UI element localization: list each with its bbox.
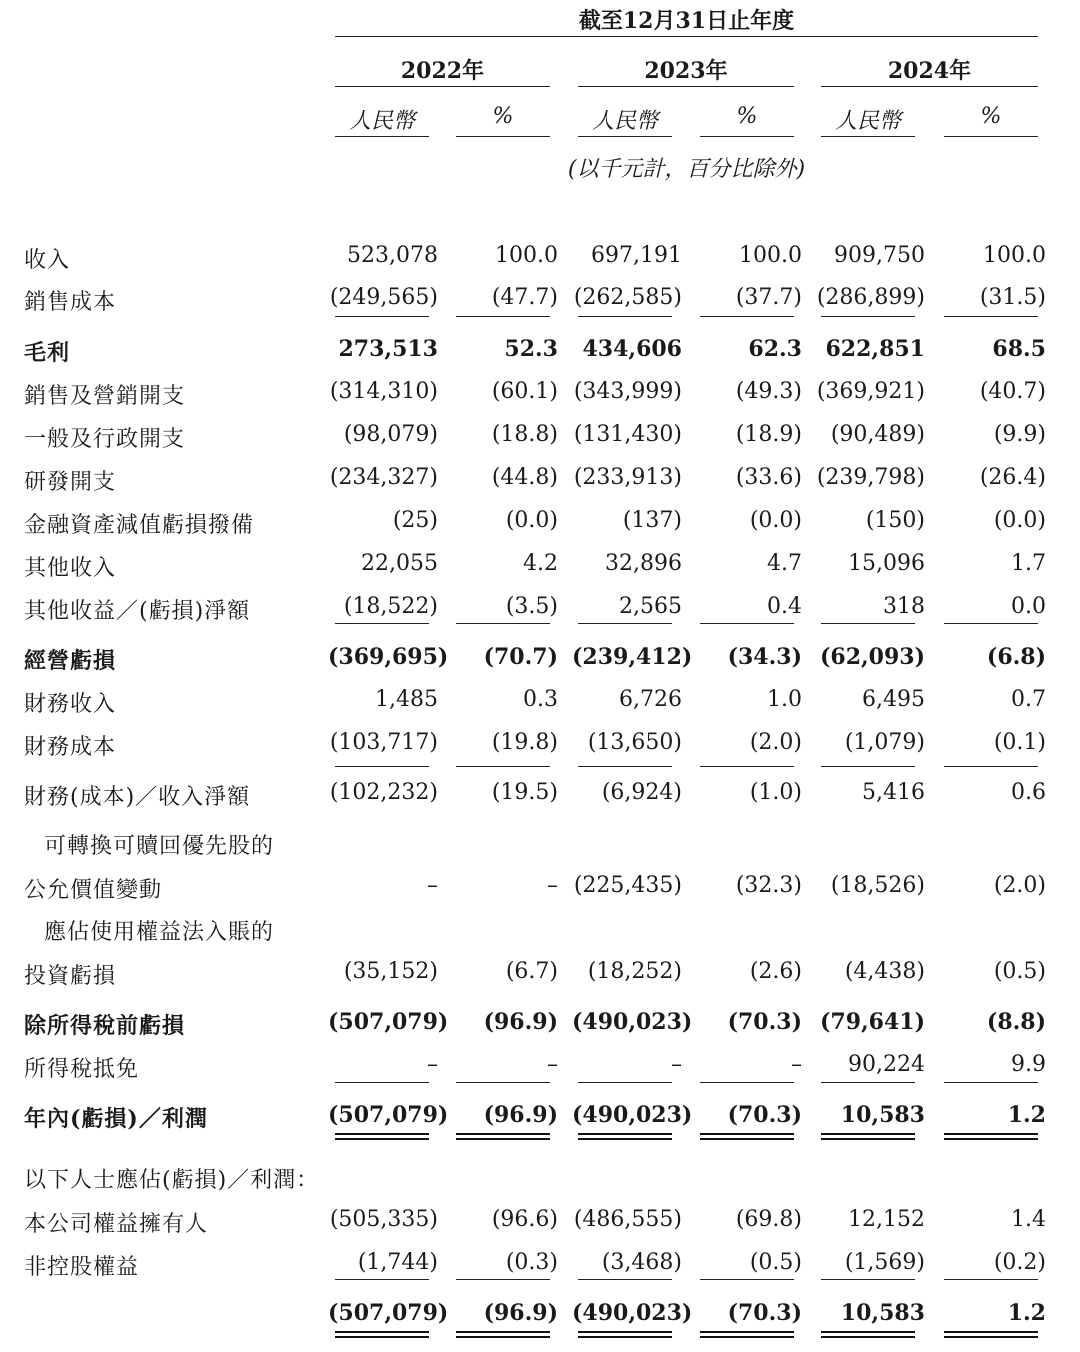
cell-2022-amount: (507,079) xyxy=(328,1300,449,1326)
cell-2024-percent: (40.7) xyxy=(979,379,1046,404)
period-heading: 截至12月31日止年度 xyxy=(578,8,795,34)
cell-2022-percent: (44.8) xyxy=(491,465,558,490)
total-double-rule xyxy=(944,1331,1038,1338)
row-label: 年內(虧損)／利潤 xyxy=(24,1106,208,1132)
units-note: (以千元計，百分比除外) xyxy=(567,157,806,182)
subtotal-rule xyxy=(335,1082,429,1083)
cell-2022-percent: – xyxy=(547,1052,558,1077)
cell-2022-amount: (369,695) xyxy=(328,644,449,670)
cell-2024-amount: (150) xyxy=(865,508,925,533)
currency-2022: 人民幣 xyxy=(348,109,415,134)
cell-2022-percent: (47.7) xyxy=(491,285,558,310)
cell-2023-amount: 2,565 xyxy=(619,594,682,619)
subtotal-rule xyxy=(578,1082,672,1083)
year-2022: 2022年 xyxy=(400,58,485,84)
cell-2022-amount: (98,079) xyxy=(343,422,438,447)
subtotal-rule xyxy=(944,1082,1038,1083)
subtotal-rule xyxy=(456,1082,550,1083)
total-double-rule xyxy=(578,1331,672,1338)
cell-2024-amount: 6,495 xyxy=(862,687,925,712)
cell-2024-amount: 10,583 xyxy=(840,1102,925,1128)
cell-2022-amount: (234,327) xyxy=(329,465,438,490)
cell-2024-amount: (286,899) xyxy=(816,285,925,310)
subtotal-rule xyxy=(944,316,1038,317)
cell-2022-percent: (0.3) xyxy=(505,1250,558,1275)
total-double-rule xyxy=(821,1331,915,1338)
cell-2024-percent: (2.0) xyxy=(993,873,1046,898)
cell-2024-percent: 68.5 xyxy=(992,336,1046,362)
period-rule xyxy=(335,36,1038,37)
cell-2022-percent: 0.3 xyxy=(523,687,558,712)
total-double-rule xyxy=(456,1133,550,1140)
cell-2024-percent: (0.1) xyxy=(993,730,1046,755)
subtotal-rule xyxy=(700,766,794,767)
cell-2023-amount: (490,023) xyxy=(572,1009,693,1035)
cell-2022-percent: 4.2 xyxy=(523,551,558,576)
cell-2022-percent: (0.0) xyxy=(505,508,558,533)
row-label: 銷售成本 xyxy=(24,290,117,315)
cell-2022-percent: (19.8) xyxy=(491,730,558,755)
cell-2022-amount: (1,744) xyxy=(357,1250,438,1275)
total-double-rule xyxy=(821,1133,915,1140)
subtotal-rule xyxy=(456,1279,550,1280)
cell-2024-percent: 1.2 xyxy=(1007,1300,1046,1326)
cell-2024-amount: 622,851 xyxy=(825,336,925,362)
subtotal-rule xyxy=(456,623,550,624)
total-double-rule xyxy=(700,1331,794,1338)
cell-2023-percent: (2.6) xyxy=(749,959,802,984)
cell-2024-amount: 10,583 xyxy=(840,1300,925,1326)
cell-2022-amount: (249,565) xyxy=(329,285,438,310)
cell-2022-percent: (96.9) xyxy=(483,1300,558,1326)
row-label: 以下人士應佔(虧損)／利潤： xyxy=(24,1168,320,1193)
cell-2024-percent: 0.0 xyxy=(1011,594,1046,619)
cell-2022-amount: (35,152) xyxy=(343,959,438,984)
cell-2023-amount: (225,435) xyxy=(573,873,682,898)
subtotal-rule xyxy=(700,623,794,624)
subtotal-rule xyxy=(821,766,915,767)
cell-2022-percent: 100.0 xyxy=(495,243,558,268)
cell-2023-amount: (3,468) xyxy=(601,1250,682,1275)
cell-2023-percent: (0.0) xyxy=(749,508,802,533)
subtotal-rule xyxy=(821,1279,915,1280)
cell-2022-percent: (3.5) xyxy=(505,594,558,619)
cell-2022-percent: (18.8) xyxy=(491,422,558,447)
cell-2024-percent: 1.2 xyxy=(1007,1102,1046,1128)
cell-2022-amount: (102,232) xyxy=(329,780,438,805)
cell-2023-amount: (239,412) xyxy=(572,644,693,670)
unit-rule-2 xyxy=(456,136,550,137)
subtotal-rule xyxy=(944,623,1038,624)
cell-2024-amount: (369,921) xyxy=(816,379,925,404)
cell-2023-amount: – xyxy=(671,1052,682,1077)
row-label: 財務收入 xyxy=(24,692,117,717)
cell-2024-amount: (62,093) xyxy=(819,644,925,670)
year-rule-2024 xyxy=(821,86,1038,87)
subtotal-rule xyxy=(700,316,794,317)
cell-2022-percent: (96.6) xyxy=(491,1207,558,1232)
cell-2022-amount: (18,522) xyxy=(343,594,438,619)
cell-2022-percent: (60.1) xyxy=(491,379,558,404)
cell-2022-amount: (505,335) xyxy=(329,1207,438,1232)
subtotal-rule xyxy=(578,623,672,624)
subtotal-rule xyxy=(335,766,429,767)
cell-2023-percent: 0.4 xyxy=(767,594,802,619)
row-label: 應佔使用權益法入賬的 xyxy=(44,920,275,945)
cell-2024-percent: 0.6 xyxy=(1011,780,1046,805)
currency-2023: 人民幣 xyxy=(591,109,658,134)
cell-2023-percent: 4.7 xyxy=(767,551,802,576)
cell-2024-amount: (1,569) xyxy=(844,1250,925,1275)
cell-2022-amount: 273,513 xyxy=(338,336,438,362)
total-double-rule xyxy=(335,1331,429,1338)
cell-2022-percent: (19.5) xyxy=(491,780,558,805)
cell-2024-percent: 1.7 xyxy=(1011,551,1046,576)
total-double-rule xyxy=(700,1133,794,1140)
cell-2022-percent: (96.9) xyxy=(483,1102,558,1128)
cell-2024-amount: 5,416 xyxy=(862,780,925,805)
cell-2023-percent: (70.3) xyxy=(727,1102,802,1128)
cell-2024-percent: (8.8) xyxy=(986,1009,1046,1035)
cell-2023-percent: (70.3) xyxy=(727,1300,802,1326)
cell-2023-percent: (33.6) xyxy=(735,465,802,490)
cell-2023-percent: (70.3) xyxy=(727,1009,802,1035)
row-label: 本公司權益擁有人 xyxy=(24,1212,209,1237)
cell-2023-amount: 32,896 xyxy=(605,551,682,576)
cell-2023-amount: (6,924) xyxy=(601,780,682,805)
subtotal-rule xyxy=(578,316,672,317)
cell-2024-percent: 9.9 xyxy=(1011,1052,1046,1077)
cell-2024-percent: (0.0) xyxy=(993,508,1046,533)
subtotal-rule xyxy=(578,1279,672,1280)
subtotal-rule xyxy=(335,1279,429,1280)
cell-2024-percent: (6.8) xyxy=(986,644,1046,670)
cell-2024-amount: 909,750 xyxy=(834,243,925,268)
subtotal-rule xyxy=(700,1279,794,1280)
subtotal-rule xyxy=(944,766,1038,767)
row-label: 非控股權益 xyxy=(24,1255,140,1280)
cell-2023-amount: (486,555) xyxy=(573,1207,682,1232)
subtotal-rule xyxy=(821,623,915,624)
row-label: 公允價值變動 xyxy=(24,878,163,903)
cell-2024-percent: (9.9) xyxy=(993,422,1046,447)
cell-2023-amount: (490,023) xyxy=(572,1102,693,1128)
cell-2023-percent: (49.3) xyxy=(735,379,802,404)
year-rule-2022 xyxy=(335,86,550,87)
cell-2023-percent: 100.0 xyxy=(739,243,802,268)
year-2024: 2024年 xyxy=(887,58,972,84)
row-label: 一般及行政開支 xyxy=(24,427,186,452)
subtotal-rule xyxy=(456,316,550,317)
percent-2023: % xyxy=(736,104,758,129)
cell-2023-percent: (18.9) xyxy=(735,422,802,447)
cell-2023-percent: (37.7) xyxy=(735,285,802,310)
cell-2023-percent: – xyxy=(791,1052,802,1077)
year-2023: 2023年 xyxy=(644,58,728,84)
cell-2023-percent: (1.0) xyxy=(749,780,802,805)
cell-2023-amount: (262,585) xyxy=(573,285,682,310)
subtotal-rule xyxy=(700,1082,794,1083)
cell-2024-amount: (1,079) xyxy=(844,730,925,755)
cell-2024-amount: 90,224 xyxy=(848,1052,925,1077)
cell-2024-percent: (0.2) xyxy=(993,1250,1046,1275)
row-label: 可轉換可贖回優先股的 xyxy=(44,834,275,859)
cell-2022-amount: (314,310) xyxy=(329,379,438,404)
cell-2023-amount: (233,913) xyxy=(573,465,682,490)
unit-rule-4 xyxy=(700,136,794,137)
row-label: 財務(成本)／收入淨額 xyxy=(24,785,251,810)
cell-2022-amount: (103,717) xyxy=(329,730,438,755)
cell-2023-amount: (137) xyxy=(622,508,682,533)
unit-rule-5 xyxy=(821,136,915,137)
percent-2024: % xyxy=(980,104,1002,129)
total-double-rule xyxy=(456,1331,550,1338)
currency-2024: 人民幣 xyxy=(834,109,901,134)
cell-2023-amount: (343,999) xyxy=(573,379,682,404)
percent-2022: % xyxy=(492,104,514,129)
cell-2022-amount: 1,485 xyxy=(375,687,438,712)
cell-2022-percent: – xyxy=(547,873,558,898)
cell-2024-percent: (31.5) xyxy=(979,285,1046,310)
total-double-rule xyxy=(578,1133,672,1140)
cell-2022-amount: – xyxy=(427,1052,438,1077)
cell-2024-percent: 0.7 xyxy=(1011,687,1046,712)
cell-2023-percent: (0.5) xyxy=(749,1250,802,1275)
cell-2022-percent: (70.7) xyxy=(483,644,558,670)
row-label: 研發開支 xyxy=(24,470,117,495)
cell-2023-percent: (32.3) xyxy=(735,873,802,898)
unit-rule-6 xyxy=(944,136,1038,137)
subtotal-rule xyxy=(578,766,672,767)
cell-2022-amount: (507,079) xyxy=(328,1009,449,1035)
subtotal-rule xyxy=(821,316,915,317)
subtotal-rule xyxy=(335,623,429,624)
total-double-rule xyxy=(944,1133,1038,1140)
row-label: 經營虧損 xyxy=(24,648,117,674)
cell-2024-percent: 1.4 xyxy=(1011,1207,1046,1232)
cell-2024-amount: (79,641) xyxy=(819,1009,925,1035)
row-label: 銷售及營銷開支 xyxy=(24,384,186,409)
cell-2022-amount: 523,078 xyxy=(347,243,438,268)
cell-2024-percent: (26.4) xyxy=(979,465,1046,490)
subtotal-rule xyxy=(456,766,550,767)
cell-2023-percent: 62.3 xyxy=(748,336,802,362)
cell-2024-percent: (0.5) xyxy=(993,959,1046,984)
cell-2023-amount: (18,252) xyxy=(587,959,682,984)
row-label: 毛利 xyxy=(24,340,71,366)
cell-2024-amount: 12,152 xyxy=(848,1207,925,1232)
cell-2023-percent: (69.8) xyxy=(735,1207,802,1232)
subtotal-rule xyxy=(335,316,429,317)
unit-rule-3 xyxy=(578,136,672,137)
cell-2022-percent: 52.3 xyxy=(504,336,558,362)
subtotal-rule xyxy=(944,1279,1038,1280)
cell-2022-amount: – xyxy=(427,873,438,898)
row-label: 投資虧損 xyxy=(24,964,117,989)
cell-2024-amount: 15,096 xyxy=(848,551,925,576)
year-rule-2023 xyxy=(578,86,794,87)
cell-2023-amount: (13,650) xyxy=(587,730,682,755)
cell-2022-percent: (96.9) xyxy=(483,1009,558,1035)
cell-2023-amount: 697,191 xyxy=(591,243,682,268)
row-label: 其他收益／(虧損)淨額 xyxy=(24,599,251,624)
total-double-rule xyxy=(335,1133,429,1140)
cell-2024-amount: 318 xyxy=(883,594,925,619)
cell-2022-amount: 22,055 xyxy=(361,551,438,576)
unit-rule-1 xyxy=(335,136,429,137)
cell-2023-percent: 1.0 xyxy=(767,687,802,712)
cell-2022-amount: (507,079) xyxy=(328,1102,449,1128)
cell-2024-amount: (90,489) xyxy=(830,422,925,447)
cell-2024-amount: (4,438) xyxy=(844,959,925,984)
cell-2023-amount: (131,430) xyxy=(573,422,682,447)
cell-2022-amount: (25) xyxy=(392,508,438,533)
subtotal-rule xyxy=(821,1082,915,1083)
cell-2022-percent: (6.7) xyxy=(505,959,558,984)
row-label: 收入 xyxy=(24,248,71,273)
row-label: 除所得稅前虧損 xyxy=(24,1013,186,1039)
cell-2023-amount: 434,606 xyxy=(582,336,682,362)
row-label: 其他收入 xyxy=(24,556,117,581)
cell-2023-percent: (2.0) xyxy=(749,730,802,755)
row-label: 金融資產減值虧損撥備 xyxy=(24,513,255,538)
row-label: 所得稅抵免 xyxy=(24,1057,140,1082)
cell-2023-amount: 6,726 xyxy=(619,687,682,712)
cell-2024-amount: (239,798) xyxy=(816,465,925,490)
cell-2024-amount: (18,526) xyxy=(830,873,925,898)
cell-2023-amount: (490,023) xyxy=(572,1300,693,1326)
cell-2024-percent: 100.0 xyxy=(983,243,1046,268)
cell-2023-percent: (34.3) xyxy=(727,644,802,670)
row-label: 財務成本 xyxy=(24,735,117,760)
